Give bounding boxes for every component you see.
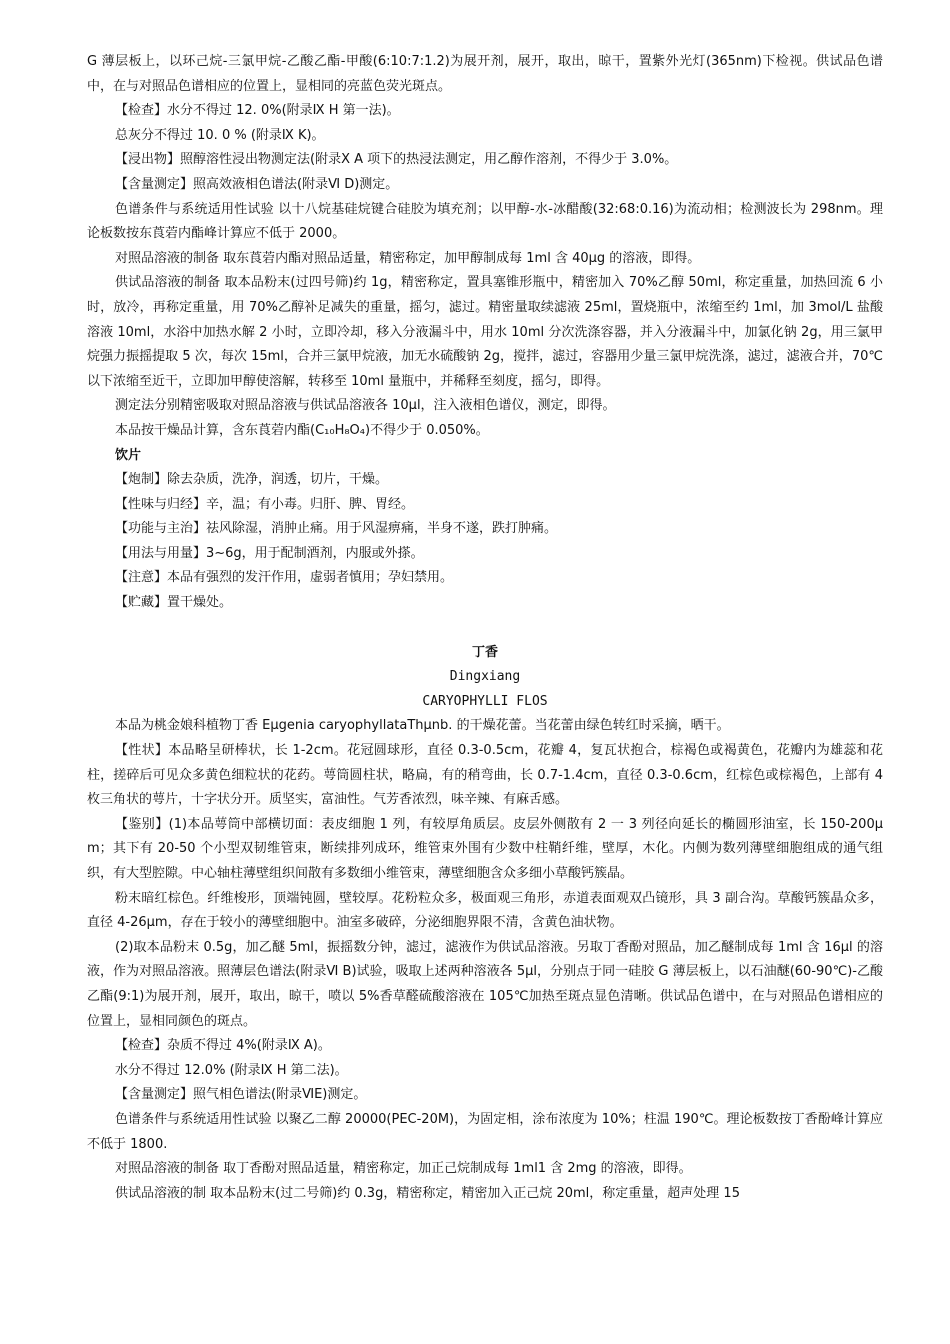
paragraph: 粉末暗红棕色。纤维梭形，顶端钝圆，壁较厚。花粉粒众多，极面观三角形，赤道表面观双凸镜形，具 3 副合沟。草酸钙簇晶众多，直径 4-26μm，存在于较小的薄壁细胞中。油室多破碎，分泌细胞界限不清，含黄色油状物。 xyxy=(87,890,883,931)
paragraph: 供试品溶液的制备 取本品粉末(过四号筛)约 1g，精密称定，置具塞锥形瓶中，精密加入 70%乙醇 50ml，称定重量，加热回流 6 小时，放冷，再称定重量，用 70%乙醇补足减失的重量，摇匀，滤过。精密量取续滤液 25ml，置烧瓶中，浓缩至约 1ml，加 3mol/L 盐酸溶液 10ml，水浴中加热水解 2 小时，立即冷却，移入分液漏斗中，用水 10ml 分次洗涤容器，并入分液漏斗中，加氯化钠 2g，用三氯甲烷强力振摇提取 5 次，每次 15ml，合并三氯甲烷液，加无水硫酸钠 2g，搅拌，滤过，容器用少量三氯甲烷洗涤，滤过，滤液合并，70℃以下浓缩至近干，立即加甲醇使溶解，转移至 10ml 量瓶中，并稀释至刻度，摇匀，即得。 xyxy=(87,275,883,389)
paragraph: 【含量测定】照高效液相色谱法(附录Ⅵ D)测定。 xyxy=(115,176,399,192)
paragraph: 【炮制】除去杂质，洗净，润透，切片，干燥。 xyxy=(115,472,389,488)
paragraph: 【鉴别】(1)本品萼筒中部横切面：表皮细胞 1 列，有较厚角质层。皮层外侧散有 2 一 3 列径向延长的椭圆形油室，长 150-200μm；其下有 20-50 个小型双韧维管束，断续排列成环，维管束外围有少数中柱鞘纤维，壁厚，木化。内侧为数列薄壁细胞组成的通气组织，有大型腔隙。中心轴柱薄壁组织间散有多数细小维管束，薄壁细胞含众多细小草酸钙簇晶。 xyxy=(87,816,883,881)
paragraph: 测定法分别精密吸取对照品溶液与供试品溶液各 10μl，注入液相色谱仪，测定，即得。 xyxy=(115,398,616,414)
paragraph: 色谱条件与系统适用性试验 以十八烷基硅烷键合硅胶为填充剂；以甲醇-水-冰醋酸(32:68:0.16)为流动相；检测波长为 298nm。理论板数按东莨菪内酯峰计算应不低于 2000。 xyxy=(87,201,883,242)
paragraph: 水分不得过 12.0% (附录Ⅸ H 第二法)。 xyxy=(115,1062,348,1078)
spacer xyxy=(87,616,883,641)
document-page xyxy=(87,50,883,1206)
paragraph: 【检查】杂质不得过 4%(附录Ⅸ A)。 xyxy=(115,1038,331,1054)
monograph-latin: CARYOPHYLLI FLOS xyxy=(422,693,548,709)
paragraph: 本品为桃金娘科植物丁香 Eμgenia caryophyllataThμnb. 的干燥花蕾。当花蕾由绿色转红时采摘，晒干。 xyxy=(115,718,730,734)
paragraph: 【性味与归经】辛，温；有小毒。归肝、脾、胃经。 xyxy=(115,496,415,512)
paragraph: 【用法与用量】3~6g，用于配制酒剂，内服或外搽。 xyxy=(115,545,424,561)
monograph-pinyin: Dingxiang xyxy=(449,669,521,685)
paragraph: 总灰分不得过 10. 0 % (附录Ⅸ K)。 xyxy=(115,127,325,143)
paragraph: 对照品溶液的制备 取丁香酚对照品适量，精密称定，加正己烷制成每 1ml1 含 2mg 的溶液，即得。 xyxy=(115,1161,692,1177)
paragraph: 【贮藏】置干燥处。 xyxy=(115,595,233,611)
section-heading: 饮片 xyxy=(115,447,142,463)
paragraph: 【浸出物】照醇溶性浸出物测定法(附录Ⅹ A 项下的热浸法测定，用乙醇作溶剂，不得少于 3.0%。 xyxy=(115,152,678,168)
monograph-title: 丁香 xyxy=(471,644,498,660)
paragraph: 色谱条件与系统适用性试验 以聚乙二醇 20000(PEC-20M)，为固定相，涂布浓度为 10%；柱温 190℃。理论板数按丁香酚峰计算应不低于 1800. xyxy=(87,1111,883,1152)
paragraph: 供试品溶液的制 取本品粉末(过二号筛)约 0.3g，精密称定，精密加入正己烷 20ml，称定重量，超声处理 15 xyxy=(115,1185,740,1201)
paragraph: 对照品溶液的制备 取东莨菪内酯对照品适量，精密称定，加甲醇制成每 1ml 含 40μg 的溶液，即得。 xyxy=(115,250,701,266)
paragraph: (2)取本品粉末 0.5g，加乙醚 5ml，振摇数分钟，滤过，滤液作为供试品溶液。另取丁香酚对照品，加乙醚制成每 1ml 含 16μl 的溶液，作为对照品溶液。照薄层色谱法(附录Ⅵ B)试验，吸取上述两种溶液各 5μl，分别点于同一硅胶 G 薄层板上，以石油醚(60-90℃)-乙酸乙酯(9:1)为展开剂，展开，取出，晾干，喷以 5%香草醛硫酸溶液在 105℃加热至斑点显色清晰。供试品色谱中，在与对照品色谱相应的位置上，显相同颜色的斑点。 xyxy=(87,939,883,1029)
paragraph: 【检查】水分不得过 12. 0%(附录Ⅸ H 第一法)。 xyxy=(115,103,400,119)
paragraph: G 薄层板上，以环己烷-三氯甲烷-乙酸乙酯-甲酸(6:10:7:1.2)为展开剂，展开，取出，晾干，置紫外光灯(365nm)下检视。供试品色谱中，在与对照品色谱相应的位置上，显相同的亮蓝色荧光斑点。 xyxy=(87,54,883,94)
paragraph: 【功能与主治】祛风除湿，消肿止痛。用于风湿痹痛，半身不遂，跌打肿痛。 xyxy=(115,521,558,537)
paragraph: 【含量测定】照气相色谱法(附录ⅥE)测定。 xyxy=(115,1087,367,1103)
paragraph: 【性状】本品略呈研棒状，长 1-2cm。花冠圆球形，直径 0.3-0.5cm，花瓣 4，复瓦状抱合，棕褐色或褐黄色，花瓣内为雄蕊和花柱，搓碎后可见众多黄色细粒状的花药。萼筒圆柱状，略扁，有的稍弯曲，长 0.7-1.4cm，直径 0.3-0.6cm，红棕色或棕褐色，上部有 4 枚三角状的萼片，十字状分开。质坚实，富油性。气芳香浓烈，味辛辣、有麻舌感。 xyxy=(87,743,883,808)
paragraph: 【注意】本品有强烈的发汗作用，虚弱者慎用；孕妇禁用。 xyxy=(115,570,454,586)
paragraph: 本品按干燥品计算，含东莨菪内酯(C₁₀H₈O₄)不得少于 0.050%。 xyxy=(115,422,489,438)
